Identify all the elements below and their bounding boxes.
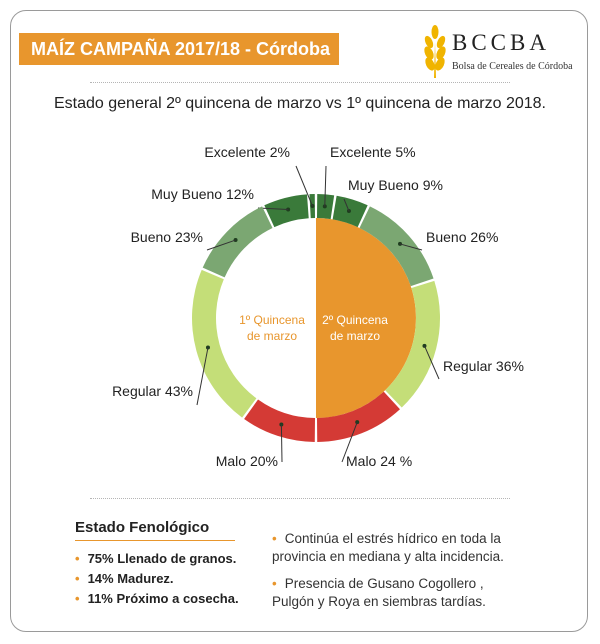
logo-text: BCCBA: [452, 30, 550, 55]
center-label-left: 1º Quincena: [239, 313, 305, 327]
slice-label-right-excelente: Excelente 5%: [330, 144, 416, 160]
center-label-right: de marzo: [329, 329, 381, 343]
phenology-underline: [75, 540, 235, 541]
slice-left-muy-bueno: [264, 194, 308, 227]
slice-label-right-bueno: Bueno 26%: [426, 229, 499, 245]
slice-label-left-malo: Malo 20%: [215, 453, 278, 469]
title-banner: MAÍZ CAMPAÑA 2017/18 - Córdoba: [19, 33, 339, 65]
note-drought: • Continúa el estrés hídrico en toda la provincia en mediana y alta incidencia.: [272, 531, 504, 564]
phenology-item: • 14% Madurez.: [75, 571, 174, 586]
phenology-title: Estado Fenológico: [75, 519, 210, 536]
slice-label-left-regular: Regular 43%: [112, 383, 193, 399]
slice-label-right-malo: Malo 24 %: [346, 453, 413, 469]
logo-subtitle: Bolsa de Cereales de Córdoba: [452, 61, 573, 72]
phenology-item: • 75% Llenado de granos.: [75, 551, 237, 566]
center-label-right: 2º Quincena: [322, 313, 388, 327]
slice-label-left-excelente: Excelente 2%: [204, 144, 290, 160]
slice-label-left-bueno: Bueno 23%: [130, 229, 203, 245]
slice-label-right-muy-bueno: Muy Bueno 9%: [348, 177, 443, 193]
chart-subtitle: Estado general 2º quincena de marzo vs 1º quincena de marzo 2018.: [54, 95, 546, 112]
slice-left-bueno: [203, 206, 273, 277]
phenology-item: • 11% Próximo a cosecha.: [75, 591, 239, 606]
note-pests: • Presencia de Gusano Cogollero , Pulgón y Roya en siembras tardías.: [272, 576, 486, 609]
slice-left-regular: [192, 270, 256, 418]
leader-line-left-malo: [281, 425, 282, 462]
divider-bottom: [90, 498, 510, 499]
slice-label-right-regular: Regular 36%: [443, 358, 524, 374]
slice-left-malo: [244, 399, 315, 442]
center-label-left: de marzo: [246, 329, 298, 343]
slice-label-left-muy-bueno: Muy Bueno 12%: [151, 186, 254, 202]
